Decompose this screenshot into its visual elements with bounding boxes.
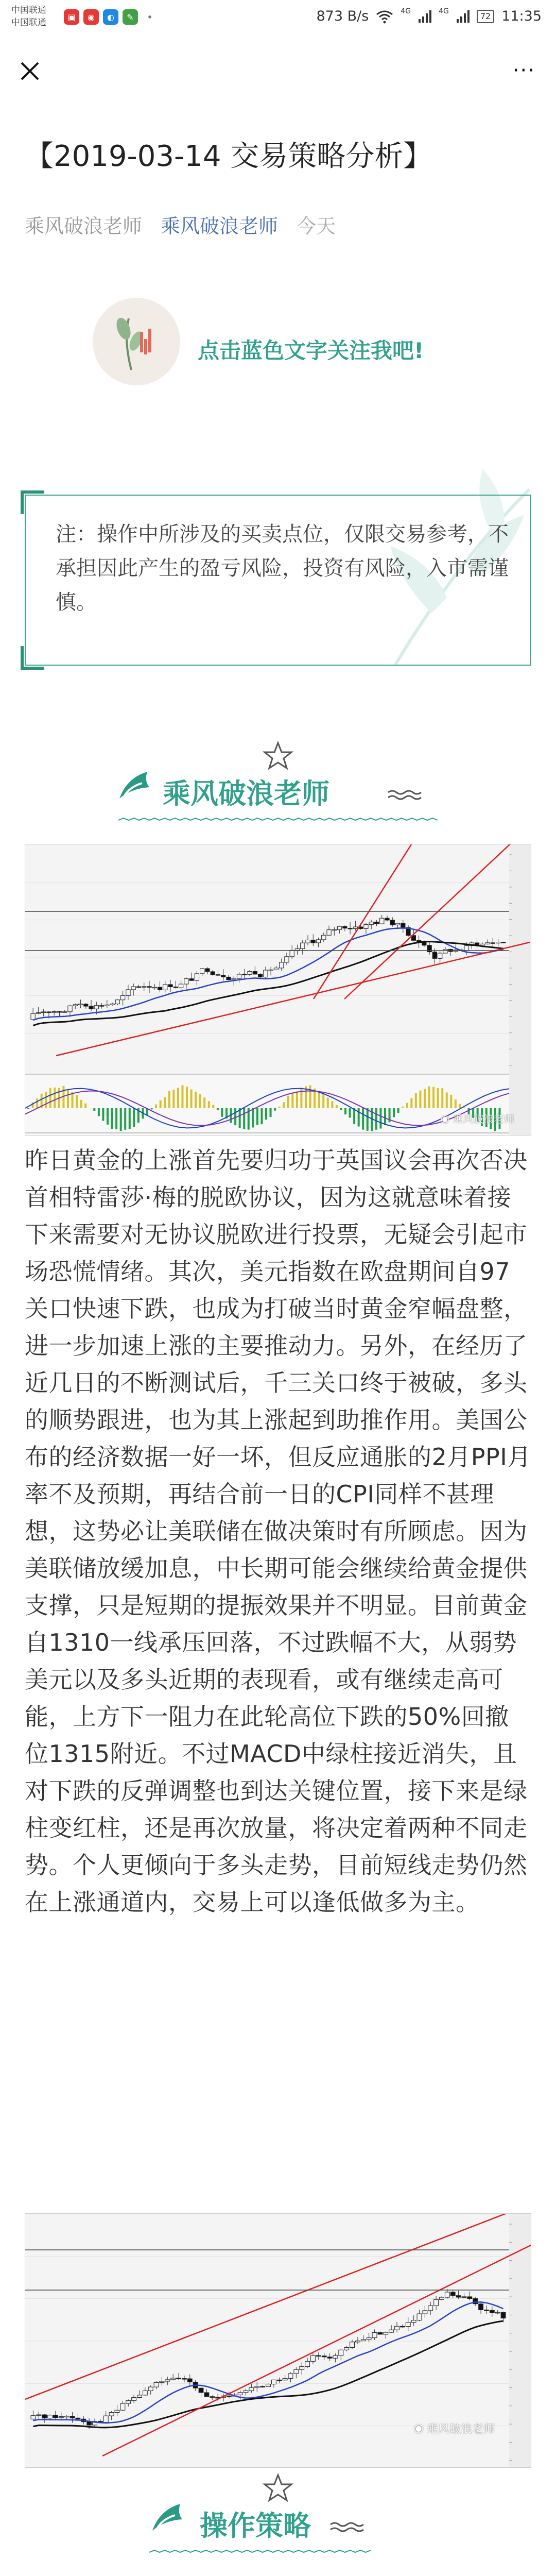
star-icon [263,2473,293,2503]
chart-watermark-2 [414,2420,495,2436]
disclaimer-box [25,495,531,666]
corner-bracket-top-left [21,490,44,514]
flag-icon [116,768,152,804]
clock: 11:35 [501,8,542,24]
chart-watermark-1 [441,1111,514,1126]
article-body: 昨日黄金的上涨首先要归功于英国议会再次否决首相特雷莎·梅的脱欧协议，因为这就意味着接下来需要对无协议脱欧进行投票，无疑会引起市场恐慌情绪。其次，美元指数在欧盘期间自97关口快速下跌，也成为打破当时黄金窄幅盘整，进一步加速上涨的主要推动力。另外，在经历了近几日的不断测试后，千三关口终于被破，多头的顺势跟进，也为其上涨起到助推作用。美国公布的经济数据一好一坏，但反应通胀的2月PPI月率不及预期，再结合前一日的CPI同样不甚理想，这势必让美联储在做决策时有所顾虑。因为美联储放缓加息，中长期可能会继续给黄金提供支撑，只是短期的提振效果并不明显。目前黄金自1310一线承压回落，不过跌幅不大，从弱势美元以及多头近期的表现看，或有继续走高可能，上方下一阻力在此轮高位下跌的50%回撤位1315附近。不过MACD中绿柱接近消失，且对下跌的反弹调整也到达关键位置，接下来是绿柱变红柱，还是再次放量，将决定着两种不同走势。个人更倾向于多头走势，目前短线走势仍然在上涨通道内，交易上可以逢低做多为主。 [25,1146,531,1916]
carrier-label-1: 中国联通 [11,5,46,15]
gift-icon: ▣ [64,9,79,25]
plant-illustration-icon [93,298,180,385]
gold-chart-1 [25,844,531,1136]
article-meta [25,210,336,239]
zigzag-divider [149,2549,371,2553]
dot-icon: • [147,12,153,22]
zigzag-divider [118,817,438,821]
wave-icon [329,2520,366,2535]
wechat-icon: ◉ [440,1112,449,1125]
corner-bracket-bottom-left [21,646,44,670]
watermark-text: 乘风破浪老师 [453,1113,514,1125]
publish-time: 今天 [297,215,336,238]
notification-icons [64,9,158,25]
article-title: 【2019-03-14 交易策略分析】 [25,140,432,173]
candlestick-chart-1 [25,844,531,1136]
author-name: 乘风破浪老师 [25,215,143,238]
status-bar [0,0,556,38]
watermark-text: 乘风破浪老师 [426,2423,495,2436]
status-right [316,8,542,24]
carrier-label-2: 中国联通 [11,18,46,28]
gold-chart-2 [25,2213,531,2468]
wechat-icon: ◉ [413,2422,424,2435]
signal-icon-1 [418,10,431,23]
pen-icon: ✎ [123,9,138,25]
section-title-author: 乘风破浪老师 [163,777,329,810]
browser-icon: ◐ [103,9,118,25]
top-nav [0,38,556,100]
weibo-icon: ◉ [83,9,99,25]
section-heading-strategy [0,2473,556,2545]
star-icon [263,741,293,771]
section-heading-author [0,741,556,813]
network-speed: 873 B/s [316,8,369,24]
wifi-icon [376,9,393,24]
signal-label-2: 4G [439,7,449,15]
signal-icon-2 [456,10,470,23]
battery-icon: 72 [477,10,494,23]
signal-label-1: 4G [401,7,411,15]
close-icon[interactable] [19,60,41,82]
flag-icon [149,2500,185,2536]
follow-prompt[interactable]: 点击蓝色文字关注我吧! [198,338,424,363]
wave-icon [387,788,423,803]
disclaimer-text: 注：操作中所涉及的买卖点位，仅限交易参考，不承担因此产生的盈亏风险，投资有风险，入市需谨慎。 [56,522,509,614]
follow-avatar [93,298,180,385]
section-title-strategy: 操作策略 [200,2510,311,2542]
more-options-button[interactable]: ··· [512,59,535,82]
account-link[interactable]: 乘风破浪老师 [161,215,279,238]
